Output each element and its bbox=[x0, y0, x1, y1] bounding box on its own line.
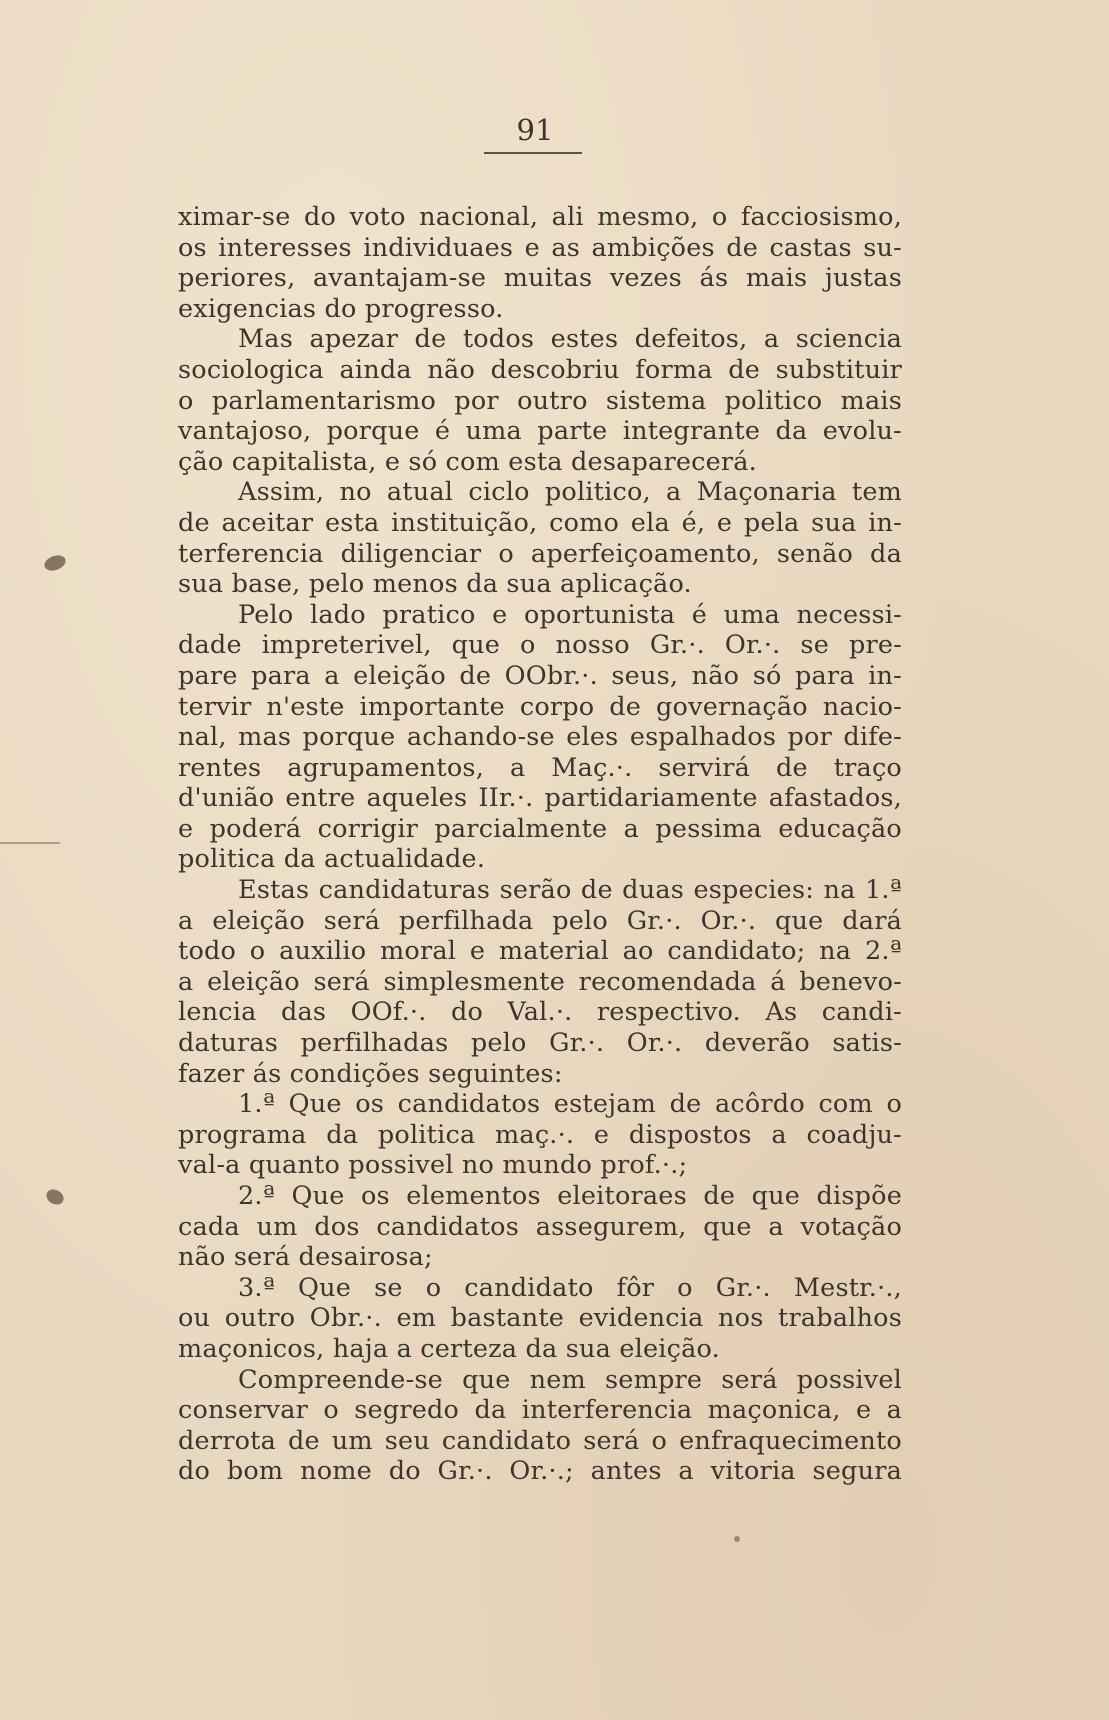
text-line: de aceitar esta instituição, como ela é, e pela sua in- bbox=[178, 507, 902, 538]
text-line: rentes agrupamentos, a Maç.·. servirá de traço bbox=[178, 752, 902, 783]
text-line: do bom nome do Gr.·. Or.·.; antes a vitoria segura bbox=[178, 1456, 902, 1487]
text-line: lencia das OOf.·. do Val.·. respectivo. As candi- bbox=[178, 997, 902, 1028]
text-line: ou outro Obr.·. em bastante evidencia nos trabalhos bbox=[178, 1303, 902, 1334]
ink-speck bbox=[734, 1536, 740, 1542]
text-line: d'união entre aqueles IIr.·. partidariamente afastados, bbox=[178, 783, 902, 814]
ink-stain bbox=[42, 553, 67, 574]
text-line: pare para a eleição de OObr.·. seus, não só para in- bbox=[178, 660, 902, 691]
text-line: maçonicos, haja a certeza da sua eleição. bbox=[178, 1333, 720, 1364]
text-line: e poderá corrigir parcialmente a pessima educação bbox=[178, 813, 902, 844]
text-line: ximar-se do voto nacional, ali mesmo, o facciosismo, bbox=[178, 202, 902, 232]
text-line: a eleição será simplesmente recomendada á benevo- bbox=[178, 966, 902, 997]
text-line: sua base, pelo menos da sua aplicação. bbox=[178, 569, 692, 600]
text-line: Assim, no atual ciclo politico, a Maçonaria tem bbox=[238, 477, 902, 508]
text-line: Pelo lado pratico e oportunista é uma necessi- bbox=[238, 599, 902, 630]
text-line: a eleição será perfilhada pelo Gr.·. Or.·. que dará bbox=[178, 905, 902, 936]
text-line: programa da politica maç.·. e dispostos a coadju- bbox=[178, 1119, 902, 1150]
text-line: fazer ás condições seguintes: bbox=[178, 1058, 563, 1089]
text-line: conservar o segredo da interferencia maçonica, e a bbox=[178, 1395, 902, 1426]
text-line: daturas perfilhadas pelo Gr.·. Or.·. deverão satis- bbox=[178, 1028, 902, 1059]
ink-stain bbox=[44, 1186, 67, 1207]
page-number-rule bbox=[484, 152, 582, 154]
text-line: derrota de um seu candidato será o enfraquecimento bbox=[178, 1425, 902, 1456]
margin-scratch bbox=[0, 842, 60, 844]
text-line: 1.ª Que os candidatos estejam de acôrdo com o bbox=[238, 1089, 902, 1120]
text-line: o parlamentarismo por outro sistema politico mais bbox=[178, 385, 902, 416]
text-line: terferencia diligenciar o aperfeiçoamento, senão da bbox=[178, 538, 902, 569]
text-line: vantajoso, porque é uma parte integrante da evolu- bbox=[178, 416, 902, 447]
text-line: exigencias do progresso. bbox=[178, 293, 504, 324]
text-line: tervir n'este importante corpo de governação nacio- bbox=[178, 691, 902, 722]
text-line: dade impreterivel, que o nosso Gr.·. Or.·. se pre- bbox=[178, 630, 902, 661]
text-line: todo o auxilio moral e material ao candidato; na 2.ª bbox=[178, 936, 902, 967]
text-line: val-a quanto possivel no mundo prof.·.; bbox=[178, 1150, 688, 1181]
text-line: sociologica ainda não descobriu forma de substituir bbox=[178, 354, 902, 385]
text-line: os interesses individuaes e as ambições de castas su- bbox=[178, 232, 902, 263]
text-line: politica da actualidade. bbox=[178, 844, 486, 875]
text-line: nal, mas porque achando-se eles espalhados por dife- bbox=[178, 722, 902, 753]
text-line: Estas candidaturas serão de duas especies: na 1.ª bbox=[238, 875, 902, 906]
text-line: cada um dos candidatos assegurem, que a votação bbox=[178, 1211, 902, 1242]
text-line: 3.ª Que se o candidato fôr o Gr.·. Mestr.·., bbox=[238, 1272, 902, 1303]
page-number: 91 bbox=[516, 113, 554, 147]
text-line: Mas apezar de todos estes defeitos, a sciencia bbox=[238, 324, 902, 355]
text-line: Compreende-se que nem sempre será possivel bbox=[238, 1364, 902, 1395]
text-line: ção capitalista, e só com esta desaparecerá. bbox=[178, 446, 757, 477]
text-line: 2.ª Que os elementos eleitoraes de que dispõe bbox=[238, 1181, 902, 1211]
text-line: não será desairosa; bbox=[178, 1242, 433, 1273]
body-text bbox=[178, 202, 902, 1487]
text-line: periores, avantajam-se muitas vezes ás mais justas bbox=[178, 263, 902, 294]
